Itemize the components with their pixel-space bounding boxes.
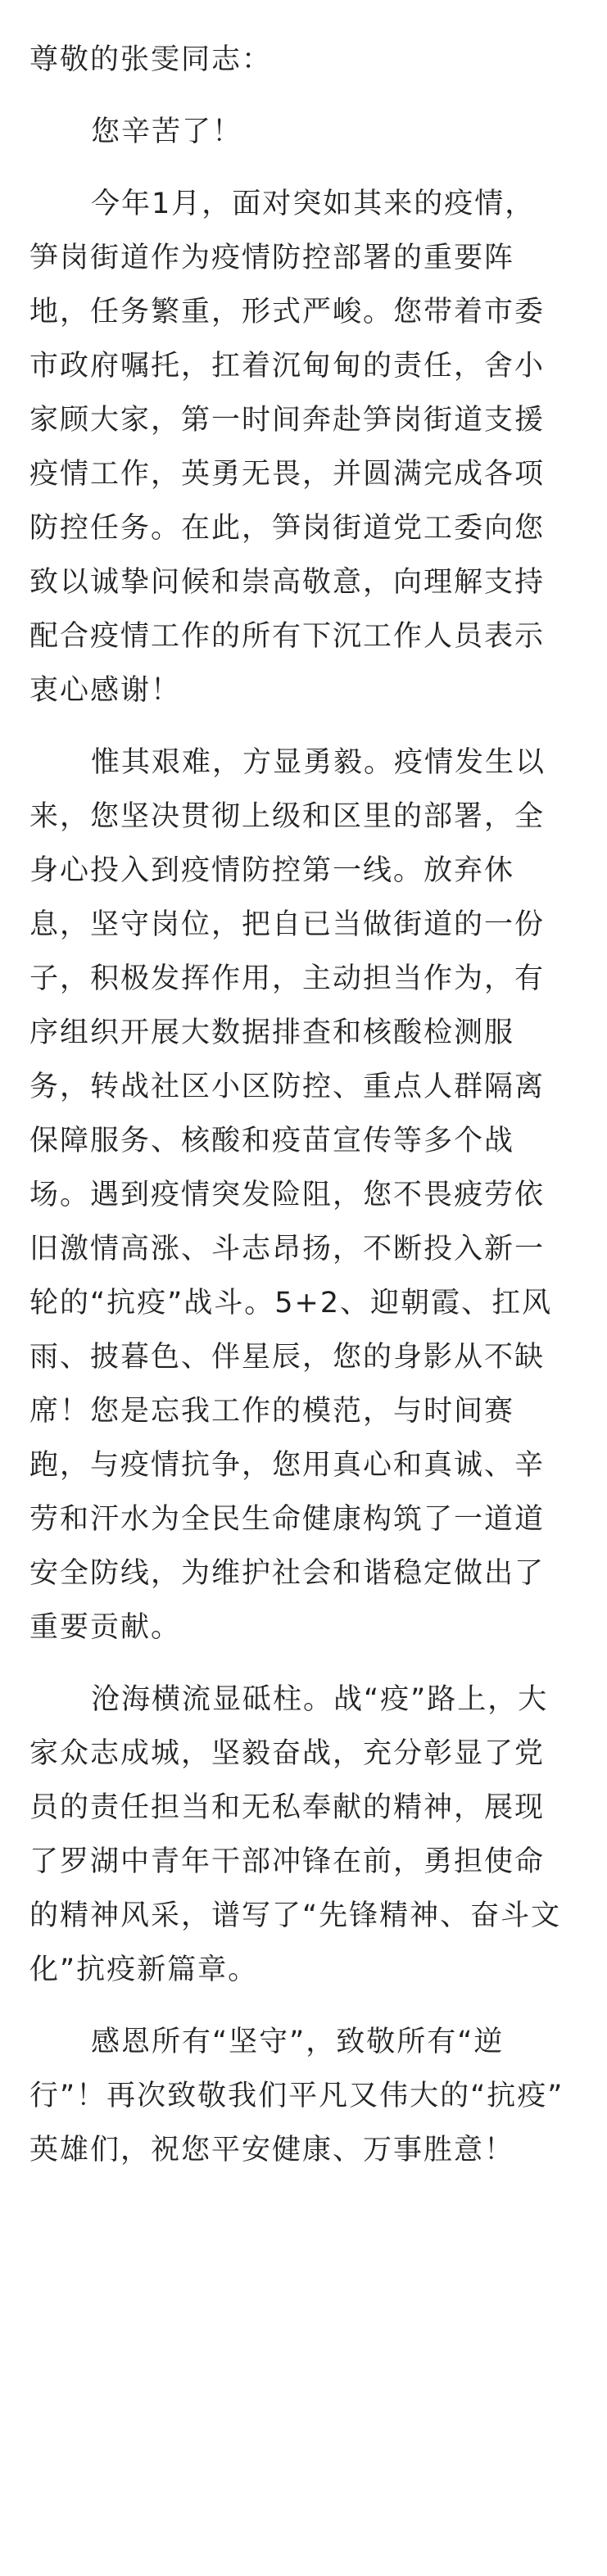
paragraph-line: 配合疫情工作的所有下沉工作人员表示 bbox=[29, 620, 546, 653]
paragraph-line: 席！您是忘我工作的模范，与时间赛 bbox=[29, 1395, 515, 1428]
paragraph-line: 劳和汗水为全民生命健康构筑了一道道 bbox=[29, 1503, 546, 1536]
paragraph-line: 衷心感谢！ bbox=[29, 674, 182, 707]
paragraph-line: 地，任务繁重，形式严峻。您带着市委 bbox=[29, 296, 546, 328]
paragraph-line: 序组织开展大数据排查和核酸检测服 bbox=[29, 1016, 515, 1049]
paragraph-line: 的精神风采，谱写了“先锋精神、奋斗文 bbox=[29, 1899, 562, 1932]
paragraph-line: 来，您坚决贯彻上级和区里的部署，全 bbox=[29, 800, 546, 833]
paragraph bbox=[29, 736, 578, 1655]
paragraph-line: 英雄们，祝您平安健康、万事胜意！ bbox=[29, 2134, 515, 2166]
paragraph-line: 务，转战社区小区防控、重点人群隔离 bbox=[29, 1071, 546, 1103]
paragraph bbox=[29, 1673, 578, 1997]
paragraph bbox=[29, 177, 578, 718]
paragraph bbox=[29, 2015, 578, 2177]
spacer bbox=[29, 718, 578, 736]
paragraph-line: 沧海横流显砥柱。战“疫”路上，大 bbox=[91, 1683, 549, 1716]
paragraph-line: 旧激情高涨、斗志昂扬，不断投入新一 bbox=[29, 1233, 546, 1265]
letter-body bbox=[29, 177, 578, 2177]
paragraph-line: 重要贡献。 bbox=[29, 1611, 182, 1644]
paragraph-line: 轮的“抗疫”战斗。5+2、迎朝霞、扛风 bbox=[29, 1287, 553, 1320]
paragraph-line: 家顾大家，第一时间奔赴笋岗街道支援 bbox=[29, 404, 546, 437]
paragraph-line: 雨、披暮色、伴星辰，您的身影从不缺 bbox=[29, 1341, 546, 1374]
paragraph-line: 息，坚守岗位，把自已当做街道的一份 bbox=[29, 908, 546, 941]
spacer bbox=[29, 87, 578, 105]
paragraph-line: 场。遇到疫情突发险阻，您不畏疲劳依 bbox=[29, 1179, 546, 1211]
spacer bbox=[29, 1997, 578, 2015]
paragraph-line: 化”抗疫新篇章。 bbox=[29, 1954, 259, 1986]
paragraph-line: 了罗湖中青年干部冲锋在前，勇担使命 bbox=[29, 1845, 546, 1878]
paragraph-line: 安全防线，为维护社会和谐稳定做出了 bbox=[29, 1557, 546, 1590]
salutation: 尊敬的张雯同志： bbox=[29, 43, 273, 76]
paragraph-line: 惟其艰难，方显勇毅。疫情发生以 bbox=[91, 746, 546, 779]
greeting: 您辛苦了！ bbox=[91, 115, 243, 148]
paragraph-line: 身心投入到疫情防控第一线。放弃休 bbox=[29, 854, 515, 887]
paragraph-line: 笋岗街道作为疫情防控部署的重要阵 bbox=[29, 242, 515, 274]
paragraph-line: 保障服务、核酸和疫苗宣传等多个战 bbox=[29, 1125, 515, 1157]
paragraph-line: 疫情工作，英勇无畏，并圆满完成各项 bbox=[29, 458, 546, 491]
paragraph-line: 防控任务。在此，笋岗街道党工委向您 bbox=[29, 512, 546, 545]
paragraph-line: 子，积极发挥作用，主动担当作为，有 bbox=[29, 962, 546, 995]
paragraph-line: 行”！再次致敬我们平凡又伟大的“抗疫” bbox=[29, 2080, 564, 2112]
paragraph-line: 致以诚挚问候和崇高敬意，向理解支持 bbox=[29, 566, 546, 599]
paragraph-line: 员的责任担当和无私奉献的精神，展现 bbox=[29, 1791, 546, 1824]
spacer bbox=[29, 159, 578, 177]
paragraph-line: 今年1月，面对突如其来的疫情， bbox=[91, 188, 536, 220]
paragraph-line: 市政府嘱托，扛着沉甸甸的责任，舍小 bbox=[29, 350, 546, 383]
paragraph-line: 跑，与疫情抗争，您用真心和真诚、辛 bbox=[29, 1449, 546, 1482]
paragraph-line: 家众志成城，坚毅奋战，充分彰显了党 bbox=[29, 1737, 546, 1770]
paragraph-line: 感恩所有“坚守”，致敬所有“逆 bbox=[91, 2026, 505, 2058]
spacer bbox=[29, 1655, 578, 1673]
